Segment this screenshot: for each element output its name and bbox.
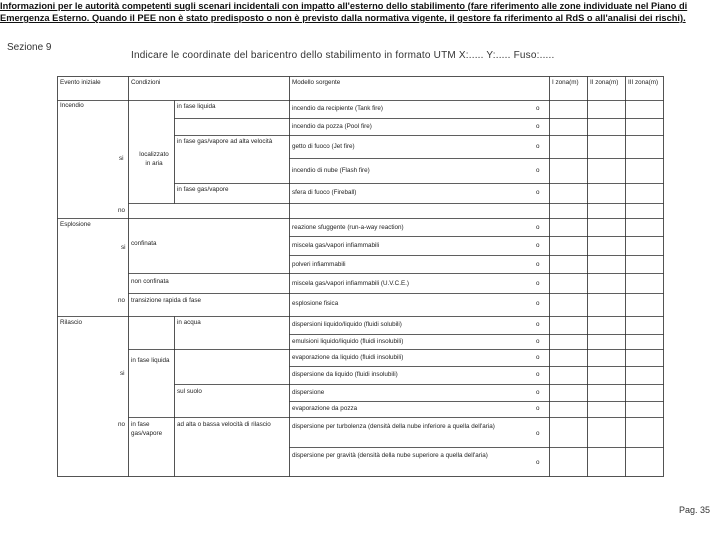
cond-localizzato: localizzato in aria bbox=[139, 151, 169, 167]
cond-transizione: transizione rapida di fase bbox=[131, 297, 202, 304]
cond-in-acqua: in acqua bbox=[177, 319, 201, 326]
checkbox-dispersione-liquido[interactable]: o bbox=[536, 371, 540, 378]
event-rilascio: Rilascio bbox=[60, 319, 83, 326]
model-dispersione-liquido: dispersione da liquido (fluidi insolubili) bbox=[292, 371, 398, 378]
model-emulsioni: emulsioni liquido/liquido (fluidi insolubili) bbox=[292, 338, 404, 345]
header-line-1: Informazioni per le autorità competenti sugli scenari incidentali con impatto all'esterno dello stabilimento (fare riferimento alle zone individuate nel Piano di bbox=[0, 1, 688, 11]
rilascio-si: si bbox=[120, 370, 125, 377]
model-tank-fire: incendio da recipiente (Tank fire) bbox=[292, 105, 384, 112]
cond-in-fase-gas: in fase gas/vapore bbox=[131, 421, 163, 437]
checkbox-flash-fire[interactable]: o bbox=[536, 167, 540, 174]
model-polveri: polveri infiammabili bbox=[292, 261, 346, 268]
checkbox-dispersione[interactable]: o bbox=[536, 389, 540, 396]
incendio-si: si bbox=[119, 155, 124, 162]
esplosione-si: si bbox=[121, 244, 126, 251]
model-dispersione-turbolenza: dispersione per turbolenza (densità della nube inferiore a quella dell'aria) bbox=[292, 423, 495, 430]
checkbox-dispersione-turbolenza[interactable]: o bbox=[536, 430, 540, 437]
cond-confinata: confinata bbox=[131, 240, 157, 247]
checkbox-dispersione-gravita[interactable]: o bbox=[536, 459, 540, 466]
model-miscela-gas: miscela gas/vapori infiammabili bbox=[292, 242, 380, 249]
model-esplosione-fisica: esplosione fisica bbox=[292, 300, 339, 307]
checkbox-miscela-gas[interactable]: o bbox=[536, 242, 540, 249]
model-dispersione-gravita: dispersione per gravità (densità della nube superiore a quella dell'aria) bbox=[292, 452, 488, 459]
cond-in-fase-liquida: in fase liquida bbox=[131, 357, 170, 364]
model-uvce: miscela gas/vapori infiammabili (U.V.C.E.) bbox=[292, 280, 409, 287]
incendio-no: no bbox=[118, 207, 126, 214]
col-header-condizioni: Condizioni bbox=[131, 79, 161, 86]
event-incendio: Incendio bbox=[60, 102, 84, 109]
model-dispersione: dispersione bbox=[292, 389, 325, 396]
col-header-evento: Evento iniziale bbox=[60, 79, 101, 86]
header-line-2: Emergenza Esterno. Quando il PEE non è stato predisposto o non è previsto dalla normativa vigente, il gestore fa riferimento al RdS o all'analisi dei rischi). bbox=[0, 13, 686, 23]
model-jet-fire: getto di fuoco (Jet fire) bbox=[292, 143, 355, 150]
col-header-zona-1: I zona(m) bbox=[552, 79, 579, 86]
esplosione-no: no bbox=[118, 297, 126, 304]
cond-alta-bassa-velocita: ad alta o bassa velocità di rilascio bbox=[177, 421, 271, 428]
checkbox-esplosione-fisica[interactable]: o bbox=[536, 300, 540, 307]
model-runaway-reaction: reazione sfuggente (run-a-way reaction) bbox=[292, 224, 404, 231]
checkbox-fireball[interactable]: o bbox=[536, 189, 540, 196]
model-flash-fire: incendio di nube (Flash fire) bbox=[292, 167, 370, 174]
section-label: Sezione 9 bbox=[7, 42, 52, 53]
checkbox-pool-fire[interactable]: o bbox=[536, 123, 540, 130]
checkbox-dispersioni-solubili[interactable]: o bbox=[536, 321, 540, 328]
checkbox-evaporazione-pozza[interactable]: o bbox=[536, 405, 540, 412]
rilascio-no: no bbox=[118, 421, 126, 428]
cond-non-confinata: non confinata bbox=[131, 278, 169, 285]
checkbox-tank-fire[interactable]: o bbox=[536, 105, 540, 112]
col-header-zona-2: II zona(m) bbox=[590, 79, 619, 86]
utm-instruction: Indicare le coordinate del baricentro dello stabilimento in formato UTM X:..... Y:..... Fuso:..... bbox=[131, 50, 555, 61]
model-evaporazione-liquido: evaporazione da liquido (fluidi insolubili) bbox=[292, 354, 404, 361]
col-header-zona-3: III zona(m) bbox=[628, 79, 659, 86]
model-dispersioni-solubili: dispersioni liquido/liquido (fluidi solubili) bbox=[292, 321, 402, 328]
cond-gas-alta-velocita: in fase gas/vapore ad alta velocità bbox=[177, 138, 273, 145]
checkbox-jet-fire[interactable]: o bbox=[536, 143, 540, 150]
checkbox-runaway-reaction[interactable]: o bbox=[536, 224, 540, 231]
cond-fase-liquida: in fase liquida bbox=[177, 103, 216, 110]
event-esplosione: Esplosione bbox=[60, 221, 91, 228]
checkbox-evaporazione-liquido[interactable]: o bbox=[536, 354, 540, 361]
model-pool-fire: incendio da pozza (Pool fire) bbox=[292, 123, 372, 130]
cond-sul-suolo: sul suolo bbox=[177, 388, 202, 395]
checkbox-emulsioni[interactable]: o bbox=[536, 338, 540, 345]
checkbox-polveri[interactable]: o bbox=[536, 261, 540, 268]
model-fireball: sfera di fuoco (Fireball) bbox=[292, 189, 357, 196]
checkbox-uvce[interactable]: o bbox=[536, 280, 540, 287]
page-number: Pag. 35 bbox=[679, 505, 711, 515]
col-header-modello: Modello sorgente bbox=[292, 79, 341, 86]
cond-gas-vapore: in fase gas/vapore bbox=[177, 186, 229, 193]
model-evaporazione-pozza: evaporazione da pozza bbox=[292, 405, 358, 412]
